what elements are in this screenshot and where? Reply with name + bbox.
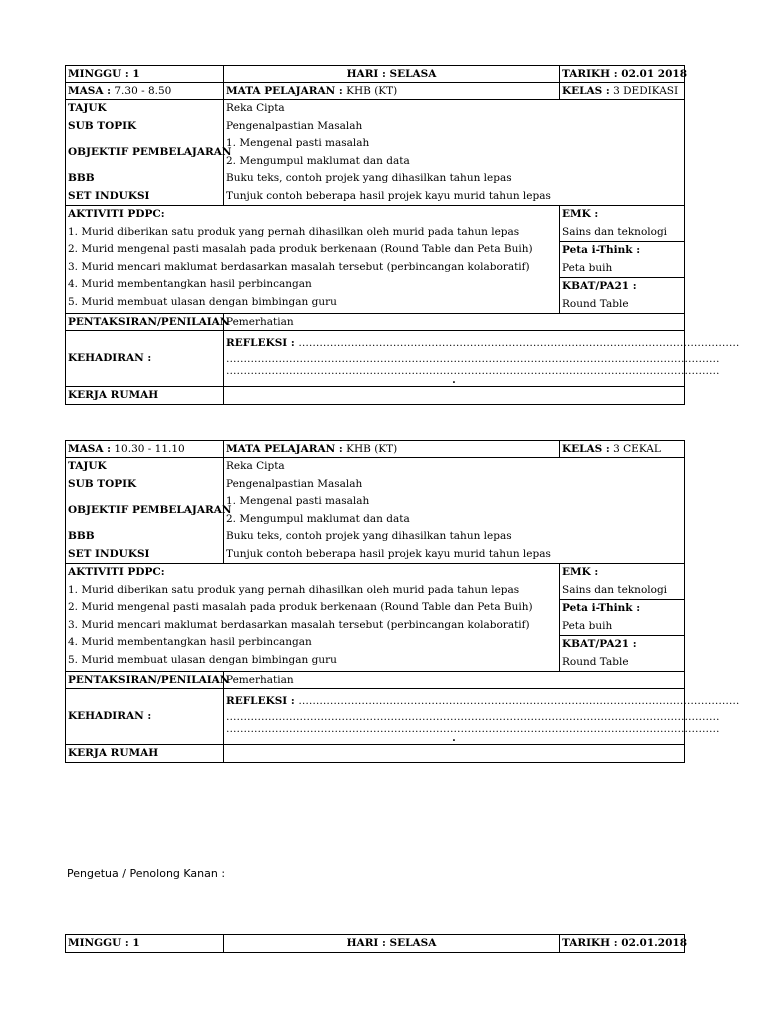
homework-value[interactable] [224, 387, 685, 405]
week-text: MINGGU : 1 [68, 67, 140, 80]
reflection-dots: ……………………………………………………………………………………………………………… [298, 695, 740, 707]
topic-label: TAJUK [68, 102, 107, 114]
homework-label [66, 387, 224, 405]
bbb-label: BBB [68, 172, 95, 184]
reflection-line-1 [224, 337, 740, 349]
kbat-value: Round Table [562, 655, 629, 668]
time-value: 10.30 - 11.10 [114, 442, 185, 455]
reflection-cell[interactable] [224, 331, 740, 387]
objective-1: 1. Mengenal pasti masalah [226, 137, 370, 149]
attendance-label-text: KEHADIRAN : [68, 352, 152, 364]
activity-item: 5. Murid membuat ulasan dengan bimbingan guru [68, 295, 337, 308]
elements-cell [560, 206, 685, 314]
reflection-cell[interactable] [224, 689, 740, 745]
emk-label: EMK : [562, 208, 599, 220]
day-cell [224, 935, 560, 953]
elements-cell [560, 564, 685, 672]
bbb-value: Buku teks, contoh projek yang dihasilkan tahun lepas [226, 172, 512, 184]
assessment-label-text: PENTAKSIRAN/PENILAIAN [68, 315, 230, 328]
activity-item: 1. Murid diberikan satu produk yang pernah dihasilkan oleh murid pada tahun lepas [68, 225, 520, 238]
reflection-line-4: . [452, 732, 456, 744]
attendance-label-text: KEHADIRAN : [68, 710, 152, 722]
activities-cell [66, 206, 560, 314]
assessment-value-text: Pemerhatian [226, 673, 294, 686]
time-label: MASA : [68, 442, 112, 455]
next-lesson-header [65, 934, 688, 953]
subject-cell [224, 441, 560, 458]
day-cell [224, 66, 560, 83]
subtopic-label: SUB TOPIK [68, 477, 137, 490]
details-labels-cell [66, 458, 232, 564]
reflection-line-2: …………………………………………………………………………………………………………………………… [226, 711, 720, 723]
subject-label: MATA PELAJARAN : [226, 84, 343, 97]
time-label: MASA : [68, 84, 112, 97]
details-values-cell [224, 100, 685, 206]
induction-value: Tunjuk contoh beberapa hasil projek kayu murid tahun lepas [226, 547, 551, 560]
objective-label: OBJEKTIF PEMBELAJARAN [68, 504, 232, 516]
assessment-value [224, 672, 685, 689]
objective-1: 1. Mengenal pasti masalah [226, 495, 370, 507]
homework-label-text: KERJA RUMAH [68, 747, 159, 759]
class-label: KELAS : [562, 84, 610, 97]
kbat-label: KBAT/PA21 : [562, 280, 637, 292]
induction-label: SET INDUKSI [68, 547, 150, 560]
bbb-value: Buku teks, contoh projek yang dihasilkan tahun lepas [226, 530, 512, 542]
reflection-dots: ……………………………………………………………………………………………………………… [298, 337, 740, 349]
date-cell [560, 66, 688, 83]
attendance-label [66, 689, 224, 745]
lesson-plan-table-2 [65, 440, 740, 763]
reflection-line-2: …………………………………………………………………………………………………………………………… [226, 353, 720, 365]
class-cell [560, 83, 685, 100]
class-label: KELAS : [562, 442, 610, 455]
emk-label: EMK : [562, 566, 599, 578]
activity-item: 4. Murid membentangkan hasil perbincangan [68, 278, 312, 290]
objective-2: 2. Mengumpul maklumat dan data [226, 512, 410, 525]
subject-cell [224, 83, 560, 100]
week-cell [66, 66, 224, 83]
induction-value: Tunjuk contoh beberapa hasil projek kayu murid tahun lepas [226, 189, 551, 202]
emk-value: Sains dan teknologi [560, 224, 684, 243]
reflection-line-3: …………………………………………………………………………………………………………………………… [226, 723, 720, 735]
activities-label: AKTIVITI PDPC: [68, 566, 165, 578]
subject-value: KHB (KT) [346, 84, 398, 97]
attendance-label [66, 331, 224, 387]
reflection-line-4: . [452, 374, 456, 386]
lesson-plan-table-1 [65, 65, 740, 405]
subject-value: KHB (KT) [346, 442, 398, 455]
class-value: 3 CEKAL [613, 442, 661, 455]
subtopic-value: Pengenalpastian Masalah [226, 119, 363, 132]
topic-label: TAJUK [68, 460, 107, 472]
emk-value: Sains dan teknologi [560, 582, 684, 601]
date-cell [560, 935, 688, 953]
bbb-label: BBB [68, 530, 95, 542]
assessment-label [66, 672, 230, 689]
class-value: 3 DEDIKASI [613, 84, 679, 97]
reflection-label: REFLEKSI : [226, 337, 295, 349]
assessment-label-text: PENTAKSIRAN/PENILAIAN [68, 673, 230, 686]
day-text: HARI : SELASA [346, 67, 437, 80]
ithink-label: Peta i-Think : [562, 244, 641, 256]
homework-value[interactable] [224, 745, 685, 763]
activities-label: AKTIVITI PDPC: [68, 208, 165, 220]
activity-item: 5. Murid membuat ulasan dengan bimbingan guru [68, 653, 337, 666]
details-labels-cell [66, 100, 232, 206]
homework-label-text: KERJA RUMAH [68, 389, 159, 401]
reflection-label: REFLEKSI : [226, 695, 295, 707]
activity-item: 3. Murid mencari maklumat berdasarkan masalah tersebut (perbincangan kolaboratif) [68, 260, 530, 273]
topic-value: Reka Cipta [226, 460, 285, 472]
assessment-label [66, 314, 230, 331]
ithink-label: Peta i-Think : [562, 602, 641, 614]
day-text: HARI : SELASA [346, 937, 437, 949]
activity-item: 1. Murid diberikan satu produk yang pernah dihasilkan oleh murid pada tahun lepas [68, 583, 520, 596]
assessment-value-text: Pemerhatian [226, 315, 294, 328]
subject-label: MATA PELAJARAN : [226, 442, 343, 455]
assessment-value [224, 314, 685, 331]
objective-label: OBJEKTIF PEMBELAJARAN [68, 146, 232, 158]
reflection-line-1 [224, 695, 740, 707]
activity-item: 3. Murid mencari maklumat berdasarkan masalah tersebut (perbincangan kolaboratif) [68, 618, 530, 631]
homework-label [66, 745, 224, 763]
ithink-value: Peta buih [560, 260, 684, 279]
week-text: MINGGU : 1 [68, 937, 140, 949]
details-values-cell [224, 458, 685, 564]
activity-item: 2. Murid mengenal pasti masalah pada produk berkenaan (Round Table dan Peta Buih) [68, 243, 533, 255]
topic-value: Reka Cipta [226, 102, 285, 114]
time-cell [66, 83, 224, 100]
ithink-value: Peta buih [560, 618, 684, 637]
kbat-value: Round Table [562, 297, 629, 310]
objective-2: 2. Mengumpul maklumat dan data [226, 154, 410, 167]
reflection-line-3: …………………………………………………………………………………………………………………………… [226, 365, 720, 377]
activity-item: 4. Murid membentangkan hasil perbincangan [68, 636, 312, 648]
kbat-label: KBAT/PA21 : [562, 638, 637, 650]
date-text: TARIKH : 02.01 2018 [562, 67, 688, 80]
subtopic-label: SUB TOPIK [68, 119, 137, 132]
signature-label: Pengetua / Penolong Kanan : [67, 867, 226, 880]
subtopic-value: Pengenalpastian Masalah [226, 477, 363, 490]
induction-label: SET INDUKSI [68, 189, 150, 202]
activities-cell [66, 564, 560, 672]
time-cell [66, 441, 224, 458]
time-value: 7.30 - 8.50 [114, 84, 172, 97]
class-cell [560, 441, 685, 458]
date-text: TARIKH : 02.01.2018 [562, 937, 688, 949]
week-cell [66, 935, 224, 953]
activity-item: 2. Murid mengenal pasti masalah pada produk berkenaan (Round Table dan Peta Buih) [68, 601, 533, 613]
